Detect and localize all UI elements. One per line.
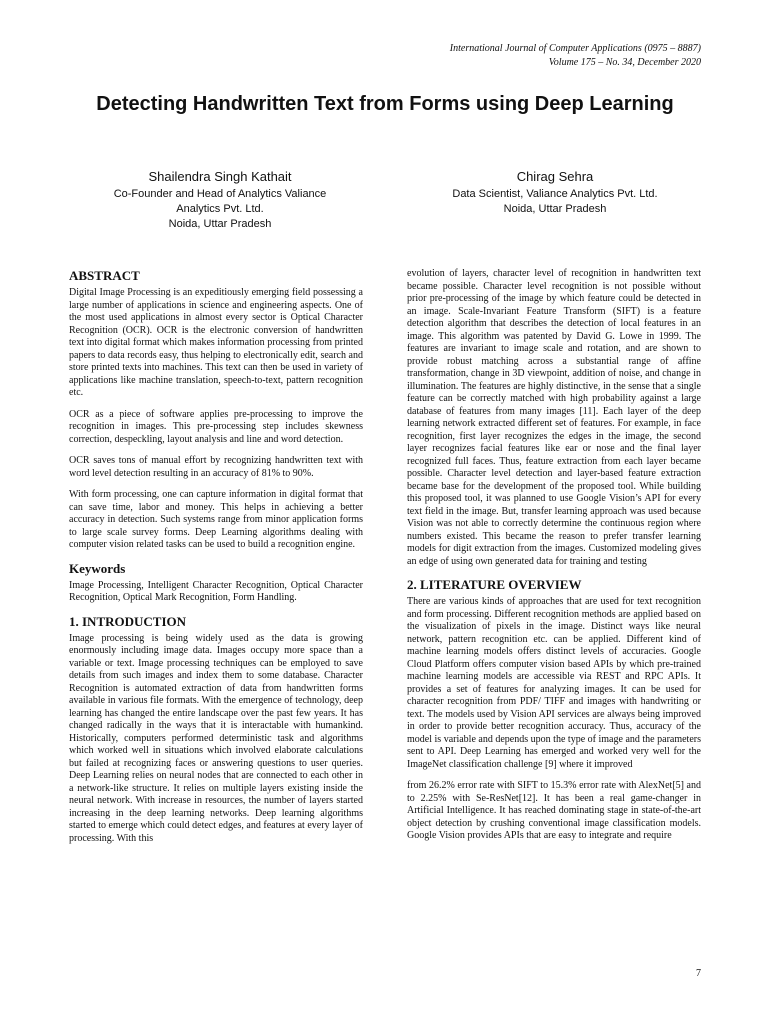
keywords-heading: Keywords (69, 560, 126, 576)
introduction-heading: 1. INTRODUCTION (69, 613, 187, 629)
literature-paragraph: from 26.2% error rate with SIFT to 15.3% error rate with AlexNet[5] and to 2.25% with Se-ResNet[12]. It has been a real game-changer in Artificial Intelligence. It has reached dominating stage in state-of-the-art object detection by crushing conventional image classification models. Google Vision provides APIs that are easy to integrate and require (407, 780, 701, 841)
author-block-1 (75, 169, 365, 232)
introduction-paragraph: Image processing is being widely used as the data is growing enormously including image data. Images occupy more space than a variable or text. Image processing techniques can be employed to save details from such images and index them to some database. Character Recognition is automated extraction of data from handwritten forms available in various file formats. With the emergence of technology, deep learning has changed the entire landscape over the past few years. It has changed radically in the ways that it is interactable with humankind. Historically, computers performed deterministic task and algorithms which worked well in situations which involved elaborate calculations but failed at recognizing faces or answering questions to user queries. Deep Learning relies on neural nodes that are connected to each other in a network-like structure. It relies on multiple layers existing inside the neural network. With increase in resources, the number of layers started increasing in the deep learning networks. Deep learning algorithms started to emerge which could detect edges, and features at every layer of processing. With this (69, 632, 363, 844)
keywords-text: Image Processing, Intelligent Character Recognition, Optical Character Recognition, Optical Mark Recognition, Form Handling. (69, 579, 363, 603)
author-block-2 (410, 169, 700, 217)
abstract-paragraph: OCR as a piece of software applies pre-processing to improve the recognition in images. This pre-processing step includes skewness correction, despeckling, layout analysis and line and word detection. (69, 408, 363, 445)
author-name: Chirag Sehra (516, 169, 594, 184)
journal-header (450, 42, 701, 70)
journal-volume: Volume 175 – No. 34, December 2020 (548, 57, 701, 68)
left-column (69, 268, 363, 854)
author-location: Noida, Uttar Pradesh (168, 218, 272, 230)
author-affiliation: Data Scientist, Valiance Analytics Pvt. Ltd. (452, 188, 658, 200)
literature-paragraph: There are various kinds of approaches that are used for text recognition and form processing. Different recognition methods are applied based on the visualization of pixels in the image. Distinct ways like neural network, pattern recognition etc. can be applied. Different kind of machine learning models offers distinct levels of accuracies. Google Cloud Platform offers computer vision based APIs by which pre-trained machine learning models are accessible via REST and RPC APIs. It provides a set of features for analyzing images. It can be used for character recognition from PDF/ TIFF and images with handwriting or text. The models used by Vision API services are always being improved in order to provide better recognition accuracy. Thus, accuracy of the model is variable and depends upon the type of image and the parameters sent to API. Deep Learning has emerged and worked very well for the ImageNet classification challenge [9] where it improved (407, 596, 701, 770)
abstract-paragraph: With form processing, one can capture information in digital format that can save time, labor and money. This helps in achieving a better accuracy in detection. Such systems range from minor application forms to large scale survey forms. Deep Learning algorithms dealing with computer vision related tasks can be used to build a recognition engine. (69, 489, 363, 550)
author-name: Shailendra Singh Kathait (148, 169, 292, 184)
author-affiliation: Analytics Pvt. Ltd. (176, 203, 264, 215)
abstract-paragraph: Digital Image Processing is an expeditiously emerging field possessing a large number of applications in science and engineering aspects. One of the most used applications in almost every sector is Optical Character Recognition (OCR). OCR is the electronic conversion of handwritten text into digital format which makes information processing from printed papers to data records easy, thus helping to electronically edit, search and store printed texts into machines. This text can then be used in variety of applications like machine translation, speech-to-text, pattern recognition etc. (69, 287, 363, 398)
abstract-heading: ABSTRACT (69, 268, 140, 283)
journal-name: International Journal of Computer Applications (0975 – 8887) (449, 43, 701, 54)
right-column (407, 268, 701, 852)
abstract-paragraph: OCR saves tons of manual effort by recognizing handwritten text with word level detection resulting in an accuracy of 81% to 90%. (69, 455, 363, 479)
introduction-paragraph-continued: evolution of layers, character level of recognition in handwritten text became possible. Character level recognition is not possible without prior pre-processing of the image by which feature could be detected in an image. Scale-Invariant Feature Transform (SIFT) is a feature detection algorithm that describes the detection of local features in an image. This algorithm was patented by David G. Lowe in 1999. The features are invariant to image scale and rotation, and are shown to provide robust matching across a substantial range of affine transformation, change in 3D viewpoint, addition of noise, and change in illumination. The features are highly distinctive, in the sense that a single feature can be correctly matched with high probability against a large database of features from many images [11]. Each layer of the deep learning network extracted different set of features. For example, in face recognition, first layer recognizes the edges in the image, the second layer recognizes facial features like ear or nose and the final layer recognized full faces. Thus, feature extraction from each layer became possible. Character level detection and layer-based feature extraction became base for the development of the proposed tool. While building this proposed tool, it was planned to use Google Vision’s API for every text field in the image. But, transfer learning approach was used because Vision was not able to correctly determine the continuous region where numbers existed. This became the reason to prefer transfer learning models for digit extraction from the images. Customized modeling gives an edge of using own generated data for training and testing (407, 268, 701, 567)
author-affiliation: Co-Founder and Head of Analytics Valiance (113, 188, 327, 200)
paper-title: Detecting Handwritten Text from Forms using Deep Learning (96, 93, 674, 115)
author-location: Noida, Uttar Pradesh (503, 203, 607, 215)
page-number: 7 (696, 968, 701, 979)
literature-heading: 2. LITERATURE OVERVIEW (407, 577, 582, 592)
